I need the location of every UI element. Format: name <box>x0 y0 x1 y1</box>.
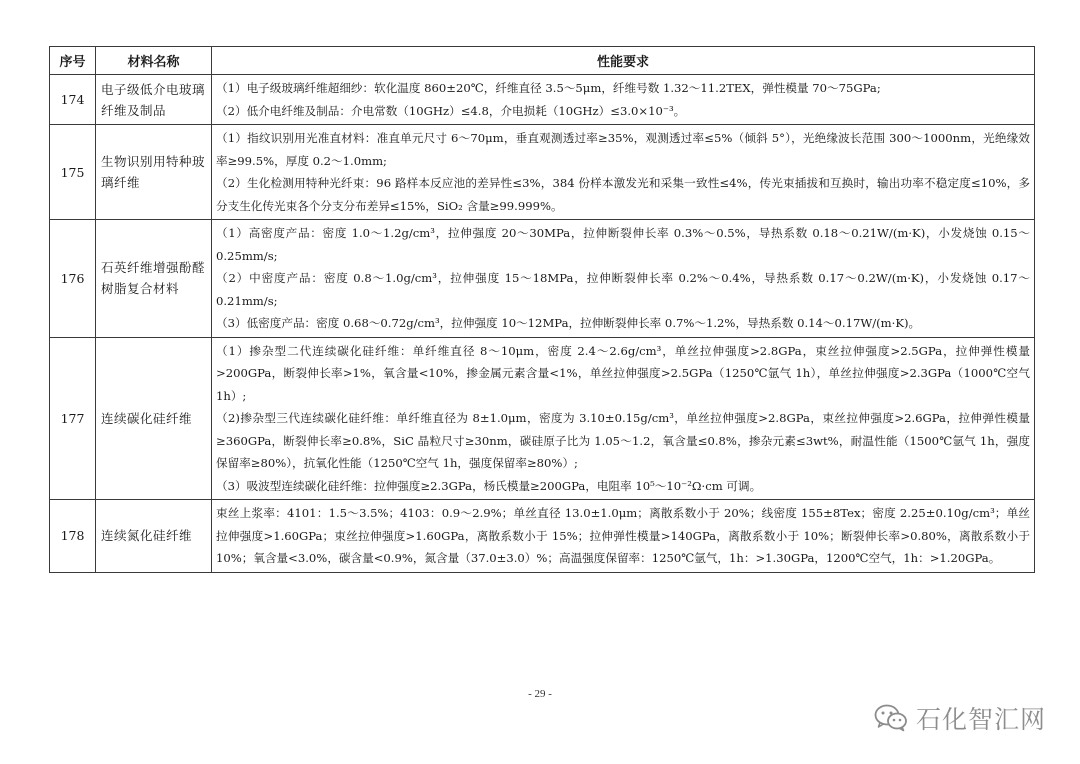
material-spec-table <box>49 46 1035 573</box>
requirement-item: （3）吸波型连续碳化硅纤维：拉伸强度≥2.3GPa，杨氏模量≥200GPa，电阻率 10⁵～10⁻²Ω·cm 可调。 <box>216 478 762 493</box>
requirement-item: 束丝上浆率：4101：1.5～3.5%；4103：0.9～2.9%；单丝直径 13.0±1.0μm；离散系数小于 20%；线密度 155±8Tex；密度 2.25±0.10g/cm³；单丝拉伸强度>1.60GPa；束丝拉伸强度>1.60GPa，离散系数小于 15%；拉伸弹性模量>140GPa，离散系数小于 10%；断裂伸长率>0.80%，离散系数小于 10%；氧含量<3.0%，碳含量<0.9%，氮含量（37.0±3.0）%；高温强度保留率：1250℃氩气，1h：>1.30GPa，1200℃空气，1h：>1.20GPa。 <box>216 506 1030 565</box>
table-header-row <box>50 47 1035 75</box>
row-material-name: 连续氮化硅纤维 <box>96 500 212 573</box>
row-requirements <box>212 75 1035 125</box>
row-serial-no: 175 <box>50 125 96 220</box>
requirement-item: （3）低密度产品：密度 0.68～0.72g/cm³，拉伸强度 10～12MPa，拉伸断裂伸长率 0.7%～1.2%，导热系数 0.14～0.17W/(m·K)。 <box>216 316 921 330</box>
requirement-item: （1）电子级玻璃纤维超细纱：软化温度 860±20℃，纤维直径 3.5～5μm，纤维号数 1.32～11.2TEX，弹性模量 70～75GPa; <box>216 81 881 95</box>
table-row <box>50 337 1035 500</box>
requirement-item: （2）生化检测用特种光纤束：96 路样本反应池的差异性≤3%，384 份样本激发光和采集一致性≤4%，传光束插拔和互换时，输出功率不稳定度≤10%，多分支生化传光束各个分支分布差异≤15%，SiO₂ 含量≥99.999%。 <box>216 176 1030 213</box>
wechat-icon <box>874 704 908 732</box>
row-requirements <box>212 337 1035 500</box>
requirement-item: （2）中密度产品：密度 0.8～1.0g/cm³，拉伸强度 15～18MPa，拉伸断裂伸长率 0.2%～0.4%，导热系数 0.17～0.2W/(m·K)，小发烧蚀 0.17～0.21mm/s; <box>216 271 1030 308</box>
row-material-name: 电子级低介电玻璃纤维及制品 <box>96 75 212 125</box>
row-material-name: 石英纤维增强酚醛树脂复合材料 <box>96 220 212 338</box>
row-requirements <box>212 500 1035 573</box>
requirement-item: （2）低介电纤维及制品：介电常数（10GHz）≤4.8，介电损耗（10GHz）≤3.0×10⁻³。 <box>216 103 686 118</box>
table-row <box>50 500 1035 573</box>
requirement-item: （2)掺杂型三代连续碳化硅纤维：单纤维直径为 8±1.0μm，密度为 3.10±0.15g/cm³，单丝拉伸强度>2.8GPa，束丝拉伸强度>2.6GPa，拉伸弹性模量≥360GPa，断裂伸长率≥0.8%，SiC 晶粒尺寸≥30nm，碳硅原子比为 1.05～1.2，氧含量≤0.8%，掺杂元素≤3wt%，耐温性能（1500℃氩气 1h，强度保留率≥80%），抗氧化性能（1250℃空气 1h，强度保留率≥80%）; <box>216 411 1030 470</box>
requirement-item: （1）高密度产品：密度 1.0～1.2g/cm³，拉伸强度 20～30MPa，拉伸断裂伸长率 0.3%～0.5%，导热系数 0.18～0.21W/(m·K)，小发烧蚀 0.15～0.25mm/s; <box>216 226 1030 263</box>
row-serial-no: 174 <box>50 75 96 125</box>
header-serial-no: 序号 <box>50 47 96 75</box>
row-serial-no: 177 <box>50 337 96 500</box>
table-row <box>50 75 1035 125</box>
row-serial-no: 178 <box>50 500 96 573</box>
watermark-text: 石化智汇网 <box>915 705 1046 734</box>
row-requirements <box>212 125 1035 220</box>
row-material-name: 连续碳化硅纤维 <box>96 337 212 500</box>
header-material-name: 材料名称 <box>96 47 212 75</box>
row-material-name: 生物识别用特种玻璃纤维 <box>96 125 212 220</box>
row-requirements <box>212 220 1035 338</box>
header-performance-requirements: 性能要求 <box>212 47 1035 75</box>
page-number: - 29 - <box>528 688 552 700</box>
watermark <box>874 700 1046 736</box>
row-serial-no: 176 <box>50 220 96 338</box>
requirement-item: （1）掺杂型二代连续碳化硅纤维：单纤维直径 8～10μm，密度 2.4～2.6g/cm³，单丝拉伸强度>2.8GPa，束丝拉伸强度>2.5GPa，拉伸弹性模量>200GPa，断裂伸长率>1%，氧含量<10%，掺金属元素含量<1%，单丝拉伸强度>2.5GPa（1250℃氩气 1h），单丝拉伸强度>2.3GPa（1000℃空气 1h）; <box>216 343 1030 403</box>
requirement-item: （1）指纹识别用光准直材料：准直单元尺寸 6～70μm，垂直观测透过率≥35%，观测透过率≤5%（倾斜 5°），光绝缘波长范围 300～1000nm，光绝缘效率≥99.5%，厚度 0.2～1.0mm; <box>216 131 1030 168</box>
table-row <box>50 125 1035 220</box>
table-row <box>50 220 1035 338</box>
